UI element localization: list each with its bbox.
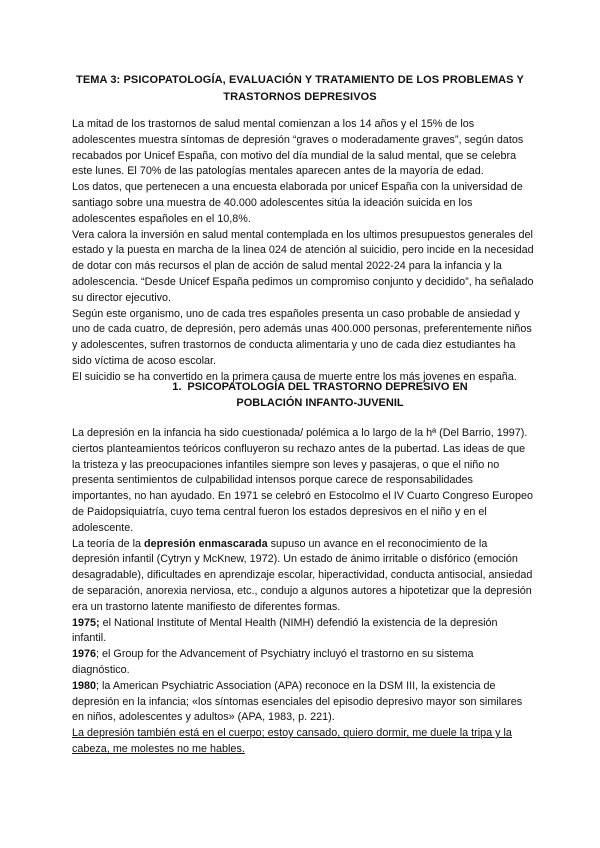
year-1975: 1975; [72,616,100,629]
masked-depression-term: depresión enmascarada [144,537,268,550]
section-1-paragraph-2 [72,537,534,616]
intro-paragraph-3: Vera calora la inversión en salud mental contemplada en los ultimos presupuestos generales del estado y la puesta en marcha de la linea 024 de atención al suicidio, pero incide en la necesidad de dotar con más recursos el plan de acción de salud mental 2022-24 para la infancia y la adolescencia. “Desde Unicef España pedimos un compromiso conjunto y decidido”, ha señalado su director ejecutivo. [72,228,534,304]
section-1-paragraph-1: La depresión en la infancia ha sido cuestionada/ polémica a lo largo de la hª (Del Barrio, 1997). ciertos planteamientos teóricos confluyeron su rechazo antes de la pubertad. Las ideas de que la tristeza y las preocupaciones infantiles siempre son leves y pasajeras, o que el niño no presenta sentimientos de culpabilidad intensos porque carece de responsabilidades importantes, no han ayudado. En 1971 se celebró en Estocolmo el IV Cuarto Congreso Europeo de Paidopsiquiatría, cuyo tema central fueron los estados depresivos en el niño y en el adolescente. [72,427,533,534]
section-1-heading-text: PSICOPATOLOGÍA DEL TRASTORNO DEPRESIVO EN POBLACIÓN INFANTO-JUVENIL [187,381,468,409]
section-1-body [72,426,534,758]
intro-paragraph-1: La mitad de los trastornos de salud mental comienzan a los 14 años y el 15% de los adolescentes muestra síntomas de depresión “graves o moderadamente graves”, según datos recabados por Unicef España, con motivo del día mundial de la salud mental, que se celebra este lunes. El 70% de las patologías mentales aparecen antes de la mayoría de edad. [72,118,524,178]
intro-paragraph-5: El suicidio se ha convertido en la primera causa de muerte entre los más jovenes en españa. [72,370,517,383]
paragraph-2-lead: La teoría de la [72,537,145,550]
section-1-number: 1. [172,381,182,393]
timeline-1980-text: ; la American Psychiatric Association (APA) reconoce en la DSM III, la existencia de depresión en la infancia; «los síntomas esenciales del episodio depresivo mayor son similares en niños, adolescentes y adultos» (APA, 1983, p. 221). [72,679,523,724]
timeline-1976 [72,647,534,679]
timeline-1976-text: ; el Group for the Advancement of Psychiatry incluyó el trastorno en su sistema diagnóstico. [72,648,474,676]
intro-section [72,117,534,386]
timeline-1975 [72,616,534,648]
year-1980: 1980 [72,679,97,692]
timeline-1975-text: el National Institute of Mental Health (NIMH) defendió la existencia de la depresión infantil. [72,616,498,645]
year-1976: 1976 [72,648,97,661]
section-1-heading [150,379,490,411]
paragraph-2-rest: supuso un avance en el reconocimiento de la depresión infantil (Cytryn y McKnew, 1972). Un estado de ánimo irritable o disfórico (emoción desagradable), dificultades en aprendizaje escolar, hiperactividad, conducta antisocial, ansiedad de separación, anorexia nerviosa, etc., condujo a algunos autores a hipotetizar que la depresión era un trastorno latente manifiesto de diferentes formas. [72,537,533,613]
intro-paragraph-2: Los datos, que pertenecen a una encuesta elaborada por unicef España con la universidad de santiago sobre una muestra de 40.000 adolescentes sitúa la ideación suicida en los adolescentes españoles en el 10,8%. [72,181,523,225]
intro-paragraph-4: Según este organismo, uno de cada tres españoles presenta un caso probable de ansiedad y uno de cada cuatro, de depresión, pero además unas 400.000 personas, preferentemente niños y adolescentes, sufren trastornos de conducta alimentaria y uno de cada diez estudiantes ha sido víctima de acoso escolar. [72,307,532,367]
timeline-1980 [72,679,534,726]
underlined-note: La depresión también está en el cuerpo; estoy cansado, quiero dormir, me duele la tripa y la cabeza, me molestes no me hables. [72,727,512,755]
document-title: TEMA 3: PSICOPATOLOGÍA, EVALUACIÓN Y TRATAMIENTO DE LOS PROBLEMAS Y TRASTORNOS DEPRESIVOS [76,74,524,103]
